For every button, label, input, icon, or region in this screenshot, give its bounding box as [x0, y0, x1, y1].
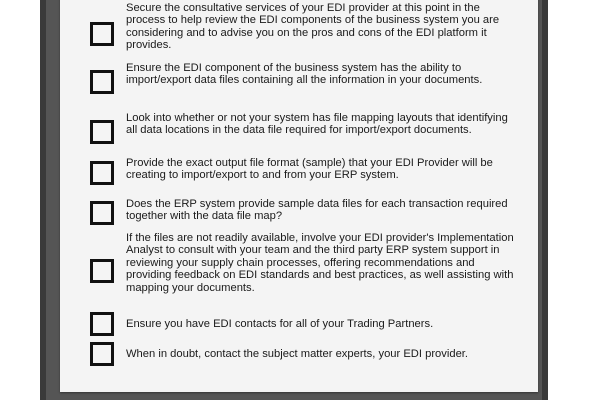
checkbox[interactable] — [90, 312, 114, 336]
checklist-item-text: Ensure the EDI component of the business system has the ability to import/export data files containing all the information in your documents. — [126, 62, 483, 87]
checklist-item-text: Look into whether or not your system has file mapping layouts that identifying all data locations in the data file required for import/export documents. — [126, 112, 508, 137]
checkbox[interactable] — [90, 22, 114, 46]
checkbox[interactable] — [90, 342, 114, 366]
checklist-item-text: Does the ERP system provide sample data files for each transaction required together with the data file map? — [126, 198, 508, 223]
checklist-item-text: Ensure you have EDI contacts for all of your Trading Partners. — [126, 318, 434, 330]
checkbox[interactable] — [90, 120, 114, 144]
checklist-item-text: Provide the exact output file format (sample) that your EDI Provider will be creating to import/export to and from your ERP system. — [126, 157, 493, 182]
checklist-paper — [60, 0, 538, 392]
checklist-item-text: If the files are not readily available, involve your EDI provider's Implementation Analyst to consult with your team and the third party ERP system support in reviewing your supply chain processes, offering recommendations and providing feedback on EDI standards and best practices, as well assisting with mapping your documents. — [126, 232, 514, 294]
checklist-item-text: Secure the consultative services of your EDI provider at this point in the process to help review the EDI components of the business system you are considering and to advise you on the pros and cons of the EDI platform it provides. — [126, 2, 500, 52]
checkbox[interactable] — [90, 201, 114, 225]
checkbox[interactable] — [90, 259, 114, 283]
checkbox[interactable] — [90, 70, 114, 94]
checkbox[interactable] — [90, 161, 114, 185]
checklist-item-text: When in doubt, contact the subject matter experts, your EDI provider. — [126, 348, 469, 360]
